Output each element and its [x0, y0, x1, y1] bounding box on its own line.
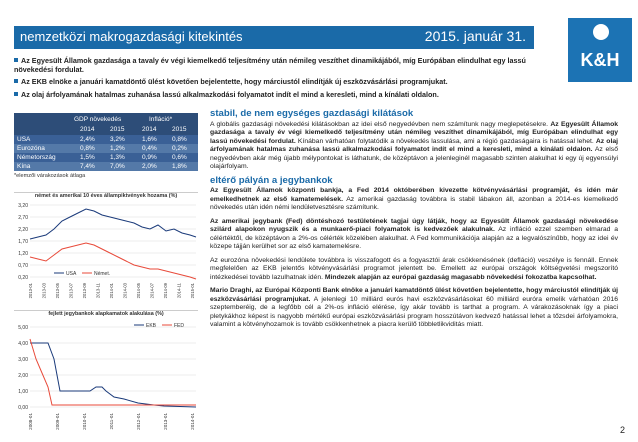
row-name: USA	[17, 136, 31, 143]
year-label: 2015	[110, 126, 125, 133]
summary-bullets	[14, 56, 534, 102]
bullet-text: Az olaj árfolyamának hatalmas zuhanása lassú alkalmazkodási folyamatot indít el mind a keresleti, mind a kínálati oldalon.	[21, 89, 439, 99]
year-label: 2015	[172, 126, 187, 133]
bullet-square-icon	[14, 58, 18, 62]
y-tick: 2,20	[18, 227, 28, 233]
table-note: *elemzői várakozások átlaga	[14, 173, 86, 179]
x-tick: 2009-01	[55, 413, 60, 430]
cell: 7,4%	[80, 163, 95, 170]
x-tick: 2010-01	[82, 413, 87, 430]
paragraph: Az Egyesült Államok központi bankja, a Fed 2014 októberében kivezette kötvényvásárlási programját, és idén már emelkedhetnek az első kamatemelések. Az amerikai gazdaság továbbra is stabil lábakon áll, azonban a 2014-es kiemelkedő növekedés után idén némi lendületvesztésre számítunk.	[210, 187, 618, 211]
cell: 1,8%	[172, 163, 187, 170]
policy-rate-chart-svg	[14, 317, 198, 435]
row-name: Kína	[17, 163, 31, 170]
x-tick: 2008-01	[28, 413, 33, 430]
bullet-square-icon	[14, 92, 18, 96]
table-row	[14, 144, 198, 153]
bullet-square-icon	[14, 79, 18, 83]
y-tick: 0,70	[18, 263, 28, 269]
cell: 0,4%	[142, 145, 157, 152]
cell: 0,9%	[142, 154, 157, 161]
chart-title: német és amerikai 10 éves állampiktvények hozama (%)	[34, 193, 178, 199]
y-tick: 3,20	[18, 203, 28, 209]
y-tick: 0,00	[18, 405, 28, 411]
y-tick: 2,00	[18, 373, 28, 379]
bullet-item	[14, 56, 534, 74]
forecast-table	[14, 113, 198, 179]
legend-de: Német.	[94, 271, 111, 277]
cell: 0,8%	[172, 136, 187, 143]
x-tick: 2013-01	[28, 283, 33, 299]
header-title: nemzetközi makrogazdasági kitekintés	[20, 29, 243, 44]
table-row	[14, 162, 198, 171]
x-tick: 2014-01	[109, 283, 114, 299]
y-tick: 5,00	[18, 325, 28, 331]
page-number: 2	[620, 425, 626, 435]
legend-usa: USA	[66, 271, 77, 277]
bullet-text: Az Egyesült Államok gazdasága a tavaly év végi kiemelkedő teljesítmény után némileg veszíthet dinamikájából, míg Európában elindulhat egy lassú növekedési fordulat.	[14, 56, 526, 75]
table-row	[14, 135, 198, 144]
table-row	[14, 153, 198, 162]
paragraph: Mario Draghi, az Európai Központi Bank elnöke a januári kamatdöntő ülést követően bejelentette, hogy márciustól elindítják új eszközvásárlási programjukat. A jelenlegi 10 milliárd eurós havi eszközvásárlásokat 60 milliárd euróra emelik várhatóan 2016 szeptemberéig, de a legfőbb cél a 2%-os infláció elérése, így akár tovább is tarthat a program. A várakozásoknak így a piaci pletykákhoz képest is nagyobb mértékű európai eszközvásárlási program hosszútávon kedvező hatással lehet a tőzsdei árfolyamokra, valamint a kötvényhozamok is tovább csökkenhetnek a piacra kerülő többletlikviditás miatt.	[210, 287, 618, 328]
fed-rate-line	[30, 339, 196, 405]
logo-text: K&H	[580, 50, 620, 70]
de-yield-line	[30, 243, 196, 279]
x-tick: 2012-01	[136, 413, 141, 430]
cell: 0,6%	[172, 154, 187, 161]
x-tick: 2013-01	[163, 413, 168, 430]
paragraph: Az eurozóna növekedési lendülete továbbra is visszafogott és a fogyasztói árak csökkenésének (defláció) veszélye is fennáll. Ennek megfelelően az EKB jelentős kötvényvásárlási programot jelentett be. Emellett az európai országok költségvetési megszorító intézkedései tovább lazulhatnak idén. Mindezek alapján az európai gazdaság magasabb növekedési fokozatba kapcsolhat.	[210, 256, 618, 281]
bullet-text: Az EKB elnöke a januári kamatdöntő ülést követően bejelentette, hogy márciustól elindítják új eszközvásárlási programjukat.	[21, 77, 448, 87]
row-name: Németország	[17, 154, 56, 161]
header-inflation: Infláció*	[149, 116, 173, 123]
section-heading: eltérő pályán a jegybankok	[210, 174, 333, 186]
header-date: 2015. január 31.	[424, 28, 526, 44]
y-tick: 0,20	[18, 275, 28, 281]
chart-title: fejlett jegybankok alapkamatok alakulása (%)	[48, 311, 164, 317]
usa-yield-line	[30, 209, 196, 239]
cell: 7,0%	[110, 163, 125, 170]
cell: 0,8%	[80, 145, 95, 152]
y-tick: 1,20	[18, 251, 28, 257]
section-heading: stabil, de nem egységes gazdasági kilátások	[210, 108, 414, 119]
x-tick: 2014-09	[163, 283, 168, 299]
policy-rate-chart	[14, 310, 198, 436]
x-tick: 2014-07	[149, 283, 155, 299]
x-tick: 2013-03	[41, 283, 47, 299]
cell: 2,4%	[80, 136, 95, 143]
cell: 2,0%	[142, 163, 157, 170]
paragraph: Az amerikai jegybank (Fed) döntéshozó testületének tagjai úgy látják, hogy az Egyesült Államok gazdasági növekedése szilárd alapokon nyugszik és a munkaerő-piaci folyamatok is kedvezőek alakulnak. Az infláció ezzel szemben elmarad a célértéktől, de középtávon a 2%-os célérték közelében alakulhat. A Fed kommunikációja alapján az a legvalószínűbb, hogy az idei év közepe tájján kerülhet sor az első kamatemelésre.	[210, 217, 619, 250]
x-tick: 2014-03	[122, 283, 128, 299]
x-tick: 2015-01	[190, 283, 195, 299]
x-tick: 2013-09	[82, 283, 87, 299]
x-tick: 2011-01	[109, 413, 114, 430]
cell: 1,5%	[80, 154, 95, 161]
bond-yield-chart	[14, 192, 198, 306]
cell: 0,2%	[172, 145, 187, 152]
cell: 1,6%	[142, 136, 157, 143]
y-tick: 2,70	[18, 215, 28, 221]
bullet-item	[14, 90, 534, 99]
year-label: 2014	[142, 126, 157, 133]
year-label: 2014	[80, 126, 95, 133]
cell: 3,2%	[110, 136, 125, 143]
legend-ekb: EKB	[146, 323, 157, 329]
cell: 1,2%	[110, 145, 125, 152]
cell: 1,3%	[110, 154, 125, 161]
legend-fed: FED	[174, 323, 184, 329]
kh-logo	[568, 18, 632, 82]
logo-circle-icon	[593, 24, 609, 40]
x-tick: 2013-11	[95, 283, 101, 299]
x-tick: 2014-11	[176, 283, 182, 299]
header-gdp: GDP növekedés	[74, 116, 122, 123]
paragraph: A globális gazdasági növekedési kilátásokban az idei első negyedévben nem számítunk nagy meglepetésekre. Az Egyesült Államok gazdasága a tavaly év végi kiemelkedő teljesítmény után némileg veszíthet dinamikájából, míg Európában elindulhat egy lassú növekedési fordulat. Kínában várhatóan folytatódik a növekedés lassulása, ami a régió gazdaságaira is hatással lehet. Az olaj árfolyamának hatalmas zuhanása lassú alkalmazkodási folyamatot indít el mind a keresleti, mind a kínálati oldalon. Az első negyedévben akár még újabb mélypontokat is láthatunk, de középtávon a jelenleginél magasabb szinten alakulhat ki egy új egyensúlyi olajárfolyam.	[210, 120, 618, 170]
y-tick: 1,00	[18, 389, 28, 395]
y-tick: 4,00	[18, 341, 28, 347]
article-column	[210, 110, 618, 335]
y-tick: 3,00	[18, 357, 28, 363]
x-tick: 2014-01	[190, 413, 195, 430]
x-tick: 2013-05	[55, 283, 60, 299]
row-name: Eurozóna	[17, 145, 45, 152]
x-tick: 2014-05	[136, 283, 141, 299]
bullet-item	[14, 77, 534, 86]
page-header	[14, 26, 534, 49]
x-tick: 2013-07	[68, 283, 74, 299]
table-header	[14, 113, 198, 135]
y-tick: 1,70	[18, 239, 28, 245]
bond-yield-chart-svg	[14, 199, 198, 305]
